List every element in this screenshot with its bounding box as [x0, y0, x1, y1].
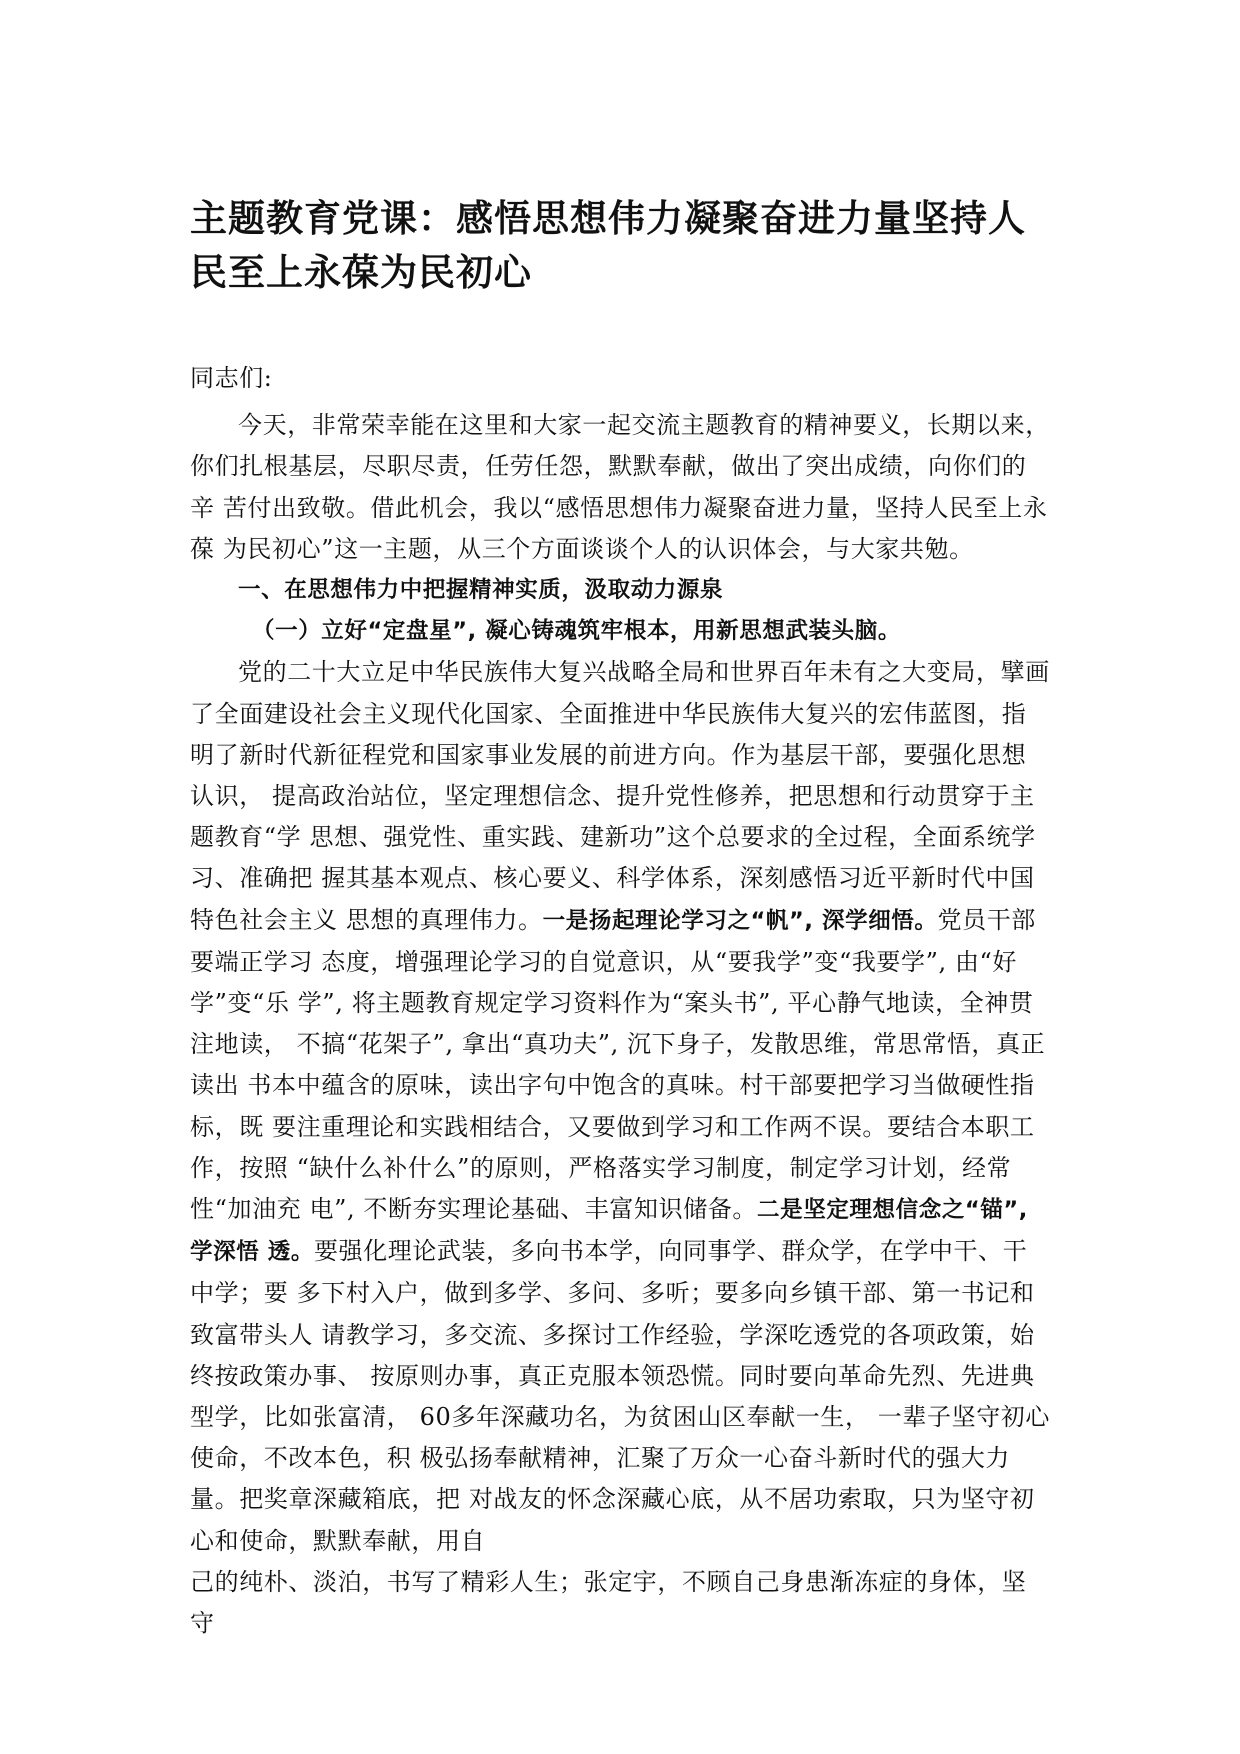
- document-body: [190, 358, 1050, 1644]
- bold-point-2: 二是坚定理想信念之“锚”, 学深悟 透。: [190, 1197, 1028, 1266]
- body-text-part1: 党的二十大立足中华民族伟大复兴战略全局和世界百年未有之大变局，擘画了全面建设社会主义现代化国家、全面推进中华民族伟大复兴的宏伟蓝图，指明了新时代新征程党和国家事业发展的前进方向。作为基层干部，要强化思想认识， 提高政治站位，坚定理想信念、提升党性修养，把思想和行动贯穿于主题教育“学 思想、强党性、重实践、建新功”这个总要求的全过程，全面系统学习、准确把 握其基本观点、核心要义、科学体系，深刻感悟习近平新时代中国特色社会主义 思想的真理伟力。: [190, 658, 1050, 934]
- subsection-heading: （一）立好“定盘星”, 凝心铸魂筑牢根本，用新思想武装头脑。: [252, 618, 901, 645]
- body-paragraph: [190, 652, 1050, 1561]
- salutation: 同志们:: [190, 364, 273, 392]
- intro-paragraph: 今天，非常荣幸能在这里和大家一起交流主题教育的精神要义，长期以来， 你们扎根基层，尽职尽责，任劳任怨，默默奉献，做出了突出成绩，向你们的辛 苦付出致敬。借此机会，我以“感悟思想伟力凝聚奋进力量，坚持人民至上永葆 为民初心”这一主题，从三个方面谈谈个人的认识体会，与大家共勉。: [190, 411, 1050, 563]
- body-text-part3: 要强化理论武装，多向书本学，向同事学、群众学，在学中干、干中学；要 多下村入户，做到多学、多问、多听；要多向乡镇干部、第一书记和致富带头人 请教学习，多交流、多探讨工作经验，学深吃透党的各项政策，始终按政策办事、 按原则办事，真正克服本领恐慌。同时要向革命先烈、先进典型学，比如张富清， 60多年深藏功名，为贫困山区奉献一生， 一辈子坚守初心使命，不改本色，积 极弘扬奉献精神，汇聚了万众一心奋斗新时代的强大力量。把奖章深藏箱底，把 对战友的怀念深藏心底，从不居功索取，只为坚守初心和使命，默默奉献，用自: [190, 1237, 1050, 1555]
- bold-point-1: 一是扬起理论学习之“帆”, 深学细悟。: [542, 907, 938, 934]
- continued-paragraph: 己的纯朴、淡泊，书写了精彩人生；张定宇，不顾自己身患渐冻症的身体，坚守: [190, 1567, 1027, 1638]
- document-title: 主题教育党课：感悟思想伟力凝聚奋进力量坚持人民至上永葆为民初心: [190, 197, 1026, 294]
- body-text-part2: 党员干部要端正学习 态度，增强理论学习的自觉意识，从“要我学”变“我要学”, 由“好学”变“乐 学”, 将主题教育规定学习资料作为“案头书”, 平心静气地读，全神贯注地读， 不搞“花架子”, 拿出“真功夫”, 沉下身子，发散思维，常思常悟，真正读出 书本中蕴含的原味，读出字句中饱含的真味。村干部要把学习当做硬性指标，既 要注重理论和实践相结合，又要做到学习和工作两不误。要结合本职工作，按照 “缺什么补什么”的原则，严格落实学习制度，制定学习计划，经常性“加油充 电”, 不断夯实理论基础、丰富知识储备。: [190, 905, 1046, 1224]
- section-heading: 一、在思想伟力中把握精神实质，汲取动力源泉: [238, 577, 724, 604]
